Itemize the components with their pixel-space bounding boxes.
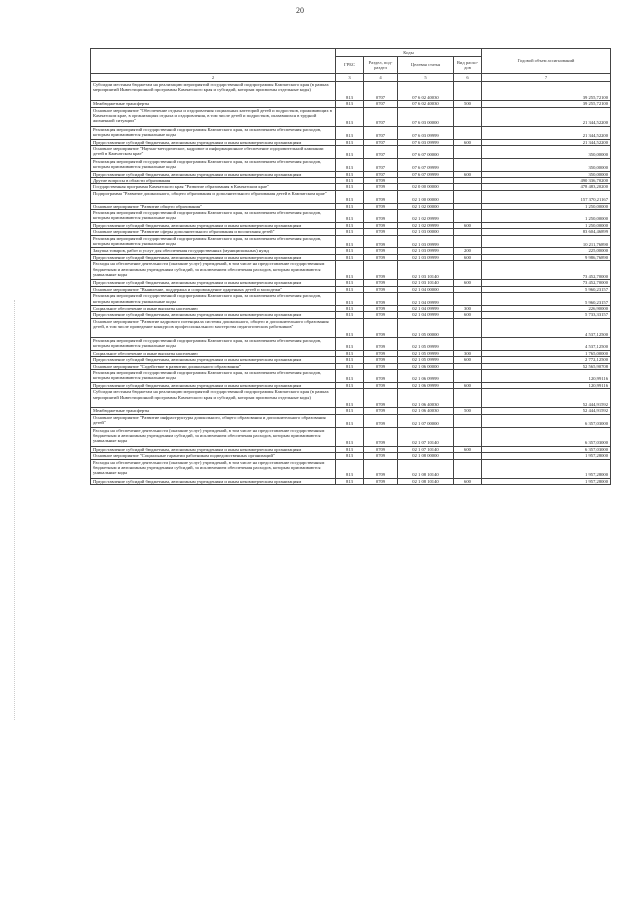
- row-name: Предоставление субсидий бюджетным, автономным учреждениям и иным некоммерческим организациям: [91, 382, 336, 388]
- row-vid-rashodov: 600: [454, 312, 482, 318]
- row-name: Реализация мероприятий государственной подпрограммы Камчатского края, за исключением обеспечения расходов, которым присваиваются уникальные коды: [91, 126, 336, 139]
- row-name: Основное мероприятие "Развитие кадрового потенциала системы дошкольного, общего и дополнительного образования детей, в том числе проведение конкурсов профессионального мастерства педагогических работников": [91, 318, 336, 337]
- row-grbs: 813: [336, 229, 364, 235]
- row-razdel: 0709: [364, 286, 398, 292]
- row-grbs: 813: [336, 177, 364, 183]
- table-row: [91, 126, 611, 139]
- row-vid-rashodov: 600: [454, 171, 482, 177]
- row-razdel: 0709: [364, 357, 398, 363]
- row-razdel: 0707: [364, 171, 398, 177]
- header-number: 2: [91, 74, 336, 82]
- row-sum: 226,90000: [482, 306, 611, 312]
- row-grbs: 813: [336, 254, 364, 260]
- row-razdel: 0709: [364, 254, 398, 260]
- row-name: Расходы на обеспечение деятельности (оказание услуг) учреждений, в том числе на предоставление государственным бюджетным и автономным учреждениям субсидий, за исключением обеспечения расходов, которым присваиваются уникальные коды: [91, 261, 336, 280]
- row-sum: 10 211,76890: [482, 235, 611, 248]
- row-razdel: 0707: [364, 158, 398, 171]
- row-vid-rashodov: 600: [454, 446, 482, 452]
- row-celevaya-statya: 02 1 03 09999: [398, 254, 454, 260]
- row-celevaya-statya: 02 1 06 09999: [398, 382, 454, 388]
- row-sum: 21 344,52200: [482, 107, 611, 126]
- row-celevaya-statya: 02 1 02 09999: [398, 210, 454, 223]
- row-celevaya-statya: 02 1 03 09999: [398, 248, 454, 254]
- row-name: Предоставление субсидий бюджетным, автономным учреждениям и иным некоммерческим организациям: [91, 280, 336, 286]
- row-razdel: 0709: [364, 318, 398, 337]
- row-vid-rashodov: [454, 107, 482, 126]
- row-sum: 73 452,70000: [482, 280, 611, 286]
- row-razdel: 0707: [364, 101, 398, 107]
- table-row: [91, 414, 611, 427]
- row-celevaya-statya: 02 1 07 00000: [398, 414, 454, 427]
- row-sum: 1 765,00000: [482, 350, 611, 356]
- table-row: [91, 293, 611, 306]
- row-vid-rashodov: [454, 235, 482, 248]
- row-grbs: 813: [336, 203, 364, 209]
- row-celevaya-statya: 07 6 07 09999: [398, 158, 454, 171]
- row-sum: 1 250,00000: [482, 203, 611, 209]
- row-name: Межбюджетные трансферты: [91, 408, 336, 414]
- row-grbs: 813: [336, 306, 364, 312]
- table-row: [91, 370, 611, 383]
- row-celevaya-statya: 07 6 02 40030: [398, 82, 454, 101]
- row-celevaya-statya: 02 1 03 00000: [398, 229, 454, 235]
- row-razdel: 0709: [364, 222, 398, 228]
- row-sum: 52 565,90708: [482, 363, 611, 369]
- row-name: Основное мероприятие "Развитие общего образования": [91, 203, 336, 209]
- header-razdel: Раздел, под-раздел: [364, 57, 398, 74]
- row-sum: 157 370,21167: [482, 190, 611, 203]
- row-celevaya-statya: 07 6 03 00000: [398, 107, 454, 126]
- row-celevaya-statya: 02 1 06 40030: [398, 389, 454, 408]
- row-name: Основное мероприятие "Выявление, поддержка и сопровождение одаренных детей и молодежи": [91, 286, 336, 292]
- row-name: Предоставление субсидий бюджетным, автономным учреждениям и иным некоммерческим организациям: [91, 478, 336, 484]
- row-celevaya-statya: 02 1 00 00000: [398, 190, 454, 203]
- row-sum: 39 255,72100: [482, 101, 611, 107]
- row-vid-rashodov: 600: [454, 254, 482, 260]
- row-grbs: 813: [336, 382, 364, 388]
- row-celevaya-statya: 02 1 02 09999: [398, 222, 454, 228]
- row-name: Реализация мероприятий государственной подпрограммы Камчатского края, за исключением обеспечения расходов, которым присваиваются уникальные коды: [91, 370, 336, 383]
- row-celevaya-statya: 02 1 04 09999: [398, 293, 454, 306]
- row-grbs: 813: [336, 248, 364, 254]
- row-razdel: 0707: [364, 126, 398, 139]
- row-razdel: 0709: [364, 261, 398, 280]
- row-celevaya-statya: 02 1 06 09999: [398, 370, 454, 383]
- row-sum: 120,99116: [482, 382, 611, 388]
- row-vid-rashodov: [454, 190, 482, 203]
- row-name: Основное мероприятие "Обеспечение отдыха и оздоровления социальных категорий детей и подростков, проживающих в Камчатском крае, в организациях отдыха и оздоровления, в том числе детей и подростков, оказавшихся в трудной жизненной ситуации": [91, 107, 336, 126]
- row-grbs: 813: [336, 427, 364, 446]
- row-razdel: 0709: [364, 210, 398, 223]
- row-sum: 4 537,12500: [482, 338, 611, 351]
- row-sum: 21 344,52200: [482, 139, 611, 145]
- row-sum: 21 344,52200: [482, 126, 611, 139]
- row-sum: 350,00000: [482, 171, 611, 177]
- row-vid-rashodov: 600: [454, 139, 482, 145]
- row-razdel: 0709: [364, 459, 398, 478]
- row-name: Основное мероприятие "Научно-методическое, кадровое и информационное обеспечение оздоровительной кампании детей в Камчатском крае": [91, 145, 336, 158]
- row-celevaya-statya: 02 1 07 10140: [398, 427, 454, 446]
- row-name: Основное мероприятие "Развитие инфраструктуры дошкольного, общего образования и дополнительного образования детей": [91, 414, 336, 427]
- row-grbs: 813: [336, 126, 364, 139]
- row-sum: 225,00000: [482, 248, 611, 254]
- row-grbs: 813: [336, 184, 364, 190]
- row-celevaya-statya: 02 1 05 09999: [398, 350, 454, 356]
- row-name: Предоставление субсидий бюджетным, автономным учреждениям и иным некоммерческим организациям: [91, 312, 336, 318]
- row-razdel: 0709: [364, 190, 398, 203]
- row-sum: 1 957,28000: [482, 459, 611, 478]
- row-razdel: 0709: [364, 293, 398, 306]
- row-vid-rashodov: 600: [454, 280, 482, 286]
- row-name: Реализация мероприятий государственной подпрограммы Камчатского края, за исключением обеспечения расходов, которым присваиваются уникальные коды: [91, 338, 336, 351]
- row-razdel: 0709: [364, 370, 398, 383]
- row-grbs: 813: [336, 408, 364, 414]
- header-celevaya-statya: Целевая статья: [398, 57, 454, 74]
- row-name: Другие вопросы в области образования: [91, 177, 336, 183]
- row-sum: 478 483,20200: [482, 184, 611, 190]
- row-grbs: 813: [336, 190, 364, 203]
- row-grbs: 813: [336, 453, 364, 459]
- header-numbers-row: [91, 74, 611, 82]
- row-grbs: 813: [336, 235, 364, 248]
- header-sum: Годовой объем ассигнований: [482, 49, 611, 74]
- row-vid-rashodov: 200: [454, 248, 482, 254]
- row-grbs: 813: [336, 338, 364, 351]
- row-razdel: 0709: [364, 478, 398, 484]
- row-razdel: 0709: [364, 248, 398, 254]
- row-vid-rashodov: [454, 145, 482, 158]
- row-name: Социальное обеспечение и иные выплаты населению: [91, 306, 336, 312]
- row-vid-rashodov: [454, 370, 482, 383]
- row-vid-rashodov: 600: [454, 478, 482, 484]
- row-celevaya-statya: 02 1 04 09999: [398, 312, 454, 318]
- row-name: Подпрограмма "Развитие дошкольного, общего образования и дополнительного образования детей в Камчатском крае": [91, 190, 336, 203]
- row-vid-rashodov: [454, 293, 482, 306]
- row-celevaya-statya: 02 1 04 09999: [398, 306, 454, 312]
- row-grbs: 813: [336, 312, 364, 318]
- row-sum: 120,99116: [482, 370, 611, 383]
- row-name: Предоставление субсидий бюджетным, автономным учреждениям и иным некоммерческим организациям: [91, 222, 336, 228]
- row-vid-rashodov: [454, 126, 482, 139]
- row-razdel: 0709: [364, 408, 398, 414]
- row-razdel: 0707: [364, 82, 398, 101]
- row-vid-rashodov: 600: [454, 382, 482, 388]
- row-sum: 6 357,03000: [482, 446, 611, 452]
- row-razdel: 0709: [364, 184, 398, 190]
- row-vid-rashodov: 500: [454, 101, 482, 107]
- header-number: 7: [482, 74, 611, 82]
- row-celevaya-statya: 02 0 00 00000: [398, 184, 454, 190]
- table-row: [91, 261, 611, 280]
- row-sum: 4 537,12500: [482, 318, 611, 337]
- row-celevaya-statya: 02 1 03 10140: [398, 261, 454, 280]
- table-row: [91, 82, 611, 101]
- budget-table: [90, 48, 611, 485]
- row-celevaya-statya: 07 6 02 40030: [398, 101, 454, 107]
- row-grbs: 813: [336, 414, 364, 427]
- row-vid-rashodov: [454, 261, 482, 280]
- row-sum: 73 452,70000: [482, 261, 611, 280]
- header-number: 6: [454, 74, 482, 82]
- row-grbs: 813: [336, 363, 364, 369]
- row-name: Реализация мероприятий государственной подпрограммы Камчатского края, за исключением обеспечения расходов, которым присваиваются уникальные коды: [91, 158, 336, 171]
- row-grbs: 813: [336, 210, 364, 223]
- row-celevaya-statya: 02 1 05 09999: [398, 338, 454, 351]
- row-celevaya-statya: 02 1 08 10140: [398, 478, 454, 484]
- row-celevaya-statya: 07 6 03 09999: [398, 126, 454, 139]
- row-vid-rashodov: [454, 210, 482, 223]
- row-vid-rashodov: 300: [454, 306, 482, 312]
- table-row: [91, 190, 611, 203]
- header-grbs: ГРБС: [336, 57, 364, 74]
- table-row: [91, 235, 611, 248]
- row-grbs: 813: [336, 293, 364, 306]
- row-vid-rashodov: 500: [454, 408, 482, 414]
- row-grbs: 813: [336, 107, 364, 126]
- row-grbs: 813: [336, 478, 364, 484]
- table-row: [91, 145, 611, 158]
- row-razdel: 0709: [364, 280, 398, 286]
- row-grbs: 813: [336, 222, 364, 228]
- row-celevaya-statya: 02 1 08 10140: [398, 459, 454, 478]
- header-name: [91, 49, 336, 74]
- row-name: Предоставление субсидий бюджетным, автономным учреждениям и иным некоммерческим организациям: [91, 446, 336, 452]
- row-razdel: 0709: [364, 453, 398, 459]
- row-razdel: 0709: [364, 446, 398, 452]
- row-sum: 1 250,00000: [482, 222, 611, 228]
- row-sum: 5 733,33157: [482, 312, 611, 318]
- row-sum: 9 986,76890: [482, 254, 611, 260]
- row-name: Предоставление субсидий бюджетным, автономным учреждениям и иным некоммерческим организациям: [91, 139, 336, 145]
- row-vid-rashodov: 300: [454, 350, 482, 356]
- row-celevaya-statya: 02 1 05 09999: [398, 357, 454, 363]
- row-celevaya-statya: 07 6 07 00000: [398, 145, 454, 158]
- row-vid-rashodov: [454, 459, 482, 478]
- row-vid-rashodov: [454, 414, 482, 427]
- row-grbs: 813: [336, 139, 364, 145]
- row-sum: 1 957,28000: [482, 478, 611, 484]
- row-name: Основное мероприятие "Развитие сферы дополнительного образования и воспитания детей": [91, 229, 336, 235]
- row-razdel: 0709: [364, 312, 398, 318]
- row-name: Основное мероприятие "Содействие в развитии дошкольного образования": [91, 363, 336, 369]
- row-name: Предоставление субсидий бюджетным, автономным учреждениям и иным некоммерческим организациям: [91, 357, 336, 363]
- row-vid-rashodov: [454, 389, 482, 408]
- row-name: Предоставление субсидий бюджетным, автономным учреждениям и иным некоммерческим организациям: [91, 171, 336, 177]
- table-row: [91, 158, 611, 171]
- header-vid-rashodov: Вид расхо-дов: [454, 57, 482, 74]
- page-number: 20: [296, 6, 304, 15]
- row-razdel: 0709: [364, 382, 398, 388]
- row-grbs: 813: [336, 101, 364, 107]
- row-grbs: 813: [336, 158, 364, 171]
- row-razdel: 0709: [364, 203, 398, 209]
- table-row: [91, 338, 611, 351]
- row-grbs: 813: [336, 145, 364, 158]
- table-row: [91, 459, 611, 478]
- row-vid-rashodov: [454, 158, 482, 171]
- row-razdel: 0709: [364, 363, 398, 369]
- row-grbs: 813: [336, 446, 364, 452]
- row-name: Закупка товаров, работ и услуг для обеспечения государственных (муниципальных) нужд: [91, 248, 336, 254]
- row-razdel: 0709: [364, 229, 398, 235]
- row-celevaya-statya: 02 1 04 00000: [398, 286, 454, 292]
- row-sum: 5 960,23157: [482, 293, 611, 306]
- row-grbs: 813: [336, 280, 364, 286]
- row-name: Реализация мероприятий государственной подпрограммы Камчатского края, за исключением обеспечения расходов, которым присваиваются уникальные коды: [91, 235, 336, 248]
- row-sum: 5 960,23157: [482, 286, 611, 292]
- row-celevaya-statya: 07 6 07 09999: [398, 171, 454, 177]
- row-name: Межбюджетные трансферты: [91, 101, 336, 107]
- header-number: 3: [336, 74, 364, 82]
- table-body: [91, 82, 611, 485]
- row-razdel: 0707: [364, 145, 398, 158]
- row-grbs: 813: [336, 357, 364, 363]
- row-grbs: 813: [336, 370, 364, 383]
- row-name: Реализация мероприятий государственной подпрограммы Камчатского края, за исключением обеспечения расходов, которым присваиваются уникальные коды: [91, 210, 336, 223]
- row-sum: 83 604,46899: [482, 229, 611, 235]
- table-row: [91, 107, 611, 126]
- row-razdel: 0709: [364, 338, 398, 351]
- row-grbs: 813: [336, 389, 364, 408]
- row-name: Расходы на обеспечение деятельности (оказание услуг) учреждений, в том числе на предоставление государственным бюджетным и автономным учреждениям субсидий, за исключением обеспечения расходов, которым присваиваются уникальные коды: [91, 427, 336, 446]
- row-sum: 2 772,12500: [482, 357, 611, 363]
- row-razdel: 0709: [364, 235, 398, 248]
- row-sum: 52 444,91592: [482, 389, 611, 408]
- row-sum: 1 250,00000: [482, 210, 611, 223]
- row-grbs: 813: [336, 286, 364, 292]
- row-grbs: 813: [336, 171, 364, 177]
- row-grbs: 813: [336, 82, 364, 101]
- table-row: [91, 389, 611, 408]
- row-sum: 39 255,72100: [482, 82, 611, 101]
- row-name: Расходы на обеспечение деятельности (оказание услуг) учреждений, в том числе на предоставление государственным бюджетным и автономным учреждениям субсидий, за исключением обеспечения расходов, которым присваиваются уникальные коды: [91, 459, 336, 478]
- row-razdel: 0707: [364, 139, 398, 145]
- row-sum: 1 957,28000: [482, 453, 611, 459]
- row-sum: 350,00000: [482, 145, 611, 158]
- row-razdel: 0709: [364, 389, 398, 408]
- row-name: Государственная программа Камчатского края "Развитие образования в Камчатском крае": [91, 184, 336, 190]
- row-razdel: 0709: [364, 306, 398, 312]
- header-number: 5: [398, 74, 454, 82]
- scan-margin: [14, 300, 25, 720]
- row-sum: 52 444,91592: [482, 408, 611, 414]
- row-vid-rashodov: [454, 82, 482, 101]
- row-vid-rashodov: 600: [454, 357, 482, 363]
- header-number: 4: [364, 74, 398, 82]
- row-celevaya-statya: 02 1 08 00000: [398, 453, 454, 459]
- row-celevaya-statya: 02 1 06 40030: [398, 408, 454, 414]
- row-sum: 350,00000: [482, 158, 611, 171]
- header-codes-group: Коды: [336, 49, 482, 57]
- row-grbs: 813: [336, 318, 364, 337]
- row-grbs: 813: [336, 261, 364, 280]
- row-celevaya-statya: 02 1 02 00000: [398, 203, 454, 209]
- table-row: [91, 427, 611, 446]
- row-vid-rashodov: 600: [454, 222, 482, 228]
- row-razdel: 0709: [364, 350, 398, 356]
- table-row: [91, 318, 611, 337]
- row-razdel: 0707: [364, 107, 398, 126]
- row-name: Социальное обеспечение и иные выплаты населению: [91, 350, 336, 356]
- table-row: [91, 210, 611, 223]
- table-row: [91, 478, 611, 484]
- row-sum: 6 357,03000: [482, 414, 611, 427]
- row-sum: 6 357,03000: [482, 427, 611, 446]
- row-name: Субсидии местным бюджетам на реализацию мероприятий государственной подпрограммы Камчатского края (в рамках мероприятий Инвестиционной программы Камчатского края и субсидий, которым присвоены отдельные коды): [91, 389, 336, 408]
- row-vid-rashodov: [454, 427, 482, 446]
- row-razdel: 0709: [364, 414, 398, 427]
- row-celevaya-statya: 02 1 03 10140: [398, 280, 454, 286]
- row-celevaya-statya: 02 1 07 10140: [398, 446, 454, 452]
- row-name: Реализация мероприятий государственной подпрограммы Камчатского края, за исключением обеспечения расходов, которым присваиваются уникальные коды: [91, 293, 336, 306]
- row-celevaya-statya: 02 1 03 09999: [398, 235, 454, 248]
- row-celevaya-statya: 02 1 05 00000: [398, 318, 454, 337]
- row-vid-rashodov: [454, 318, 482, 337]
- row-grbs: 813: [336, 459, 364, 478]
- row-vid-rashodov: [454, 338, 482, 351]
- row-celevaya-statya: 07 6 03 09999: [398, 139, 454, 145]
- row-grbs: 813: [336, 350, 364, 356]
- row-name: Основное мероприятие "Социальные гарантии работникам подведомственных организаций": [91, 453, 336, 459]
- row-celevaya-statya: 02 1 06 00000: [398, 363, 454, 369]
- row-razdel: 0709: [364, 427, 398, 446]
- row-name: Субсидии местным бюджетам на реализацию мероприятий государственной подпрограммы Камчатского края (в рамках мероприятий Инвестиционной программы Камчатского края и субсидий, которым присвоены отдельные коды): [91, 82, 336, 101]
- row-razdel: 0709: [364, 177, 398, 183]
- row-name: Предоставление субсидий бюджетным, автономным учреждениям и иным некоммерческим организациям: [91, 254, 336, 260]
- row-sum: 490 336,70200: [482, 177, 611, 183]
